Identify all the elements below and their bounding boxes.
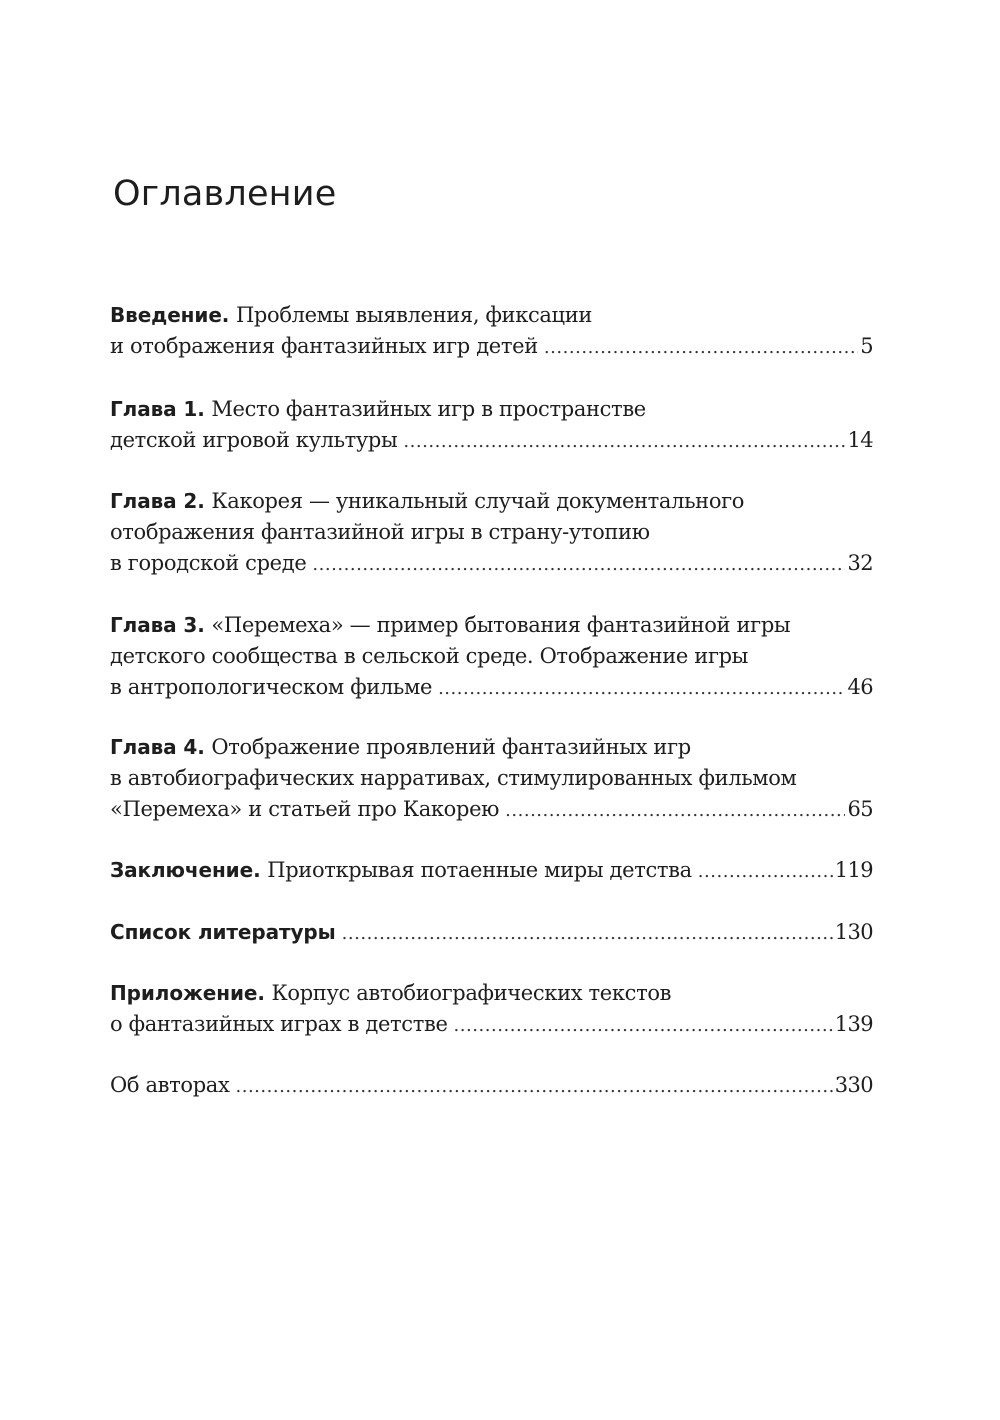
toc-line bbox=[110, 917, 873, 948]
page-title: Оглавление bbox=[113, 174, 337, 214]
toc-entry-text: детской игровой культуры bbox=[110, 428, 398, 452]
dot-leader bbox=[454, 1010, 833, 1041]
toc-entry-chapter-4[interactable] bbox=[110, 732, 873, 825]
toc-line bbox=[110, 394, 873, 425]
toc-entry-text: и отображения фантазийных игр детей bbox=[110, 334, 538, 358]
toc-entry-text: детского сообщества в сельской среде. Отображение игры bbox=[110, 644, 749, 668]
dot-leader bbox=[312, 549, 845, 580]
toc-line bbox=[110, 672, 873, 703]
toc-entry-text: Об авторах bbox=[110, 1073, 230, 1097]
toc-entry-text: Корпус автобиографических текстов bbox=[271, 981, 672, 1005]
toc-line bbox=[110, 763, 873, 794]
toc-entry-about-authors[interactable] bbox=[110, 1070, 873, 1101]
toc-entry-text: в автобиографических нарративах, стимулированных фильмом bbox=[110, 766, 797, 790]
toc-entry-chapter-2[interactable] bbox=[110, 486, 873, 579]
toc-line bbox=[110, 641, 873, 672]
toc-entry-lead: Глава 3. bbox=[110, 613, 205, 637]
dot-leader bbox=[403, 426, 845, 457]
toc-line bbox=[110, 610, 873, 641]
toc-line bbox=[110, 517, 873, 548]
toc-line bbox=[110, 300, 873, 331]
toc-entry-text: «Перемеха» и статьей про Какорею bbox=[110, 797, 500, 821]
toc-entry-appendix[interactable] bbox=[110, 978, 873, 1040]
toc-entry-text: «Перемеха» — пример бытования фантазийной игры bbox=[211, 613, 791, 637]
toc-page-number: 330 bbox=[834, 1073, 873, 1097]
toc-entry-text: Отображение проявлений фантазийных игр bbox=[211, 735, 691, 759]
toc-entry-text: о фантазийных играх в детстве bbox=[110, 1012, 448, 1036]
toc-page-number: 130 bbox=[834, 920, 873, 944]
dot-leader bbox=[698, 856, 833, 887]
dot-leader bbox=[235, 1071, 832, 1102]
toc-entry-text: Какорея — уникальный случай документального bbox=[211, 489, 745, 513]
toc-entry-text: Место фантазийных игр в пространстве bbox=[211, 397, 646, 421]
toc-entry-lead: Список литературы bbox=[110, 920, 336, 944]
toc-line bbox=[110, 732, 873, 763]
toc-entry-bibliography[interactable] bbox=[110, 917, 873, 948]
toc-line bbox=[110, 548, 873, 579]
toc-page-number: 119 bbox=[834, 858, 873, 882]
toc-entry-text: отображения фантазийной игры в страну-утопию bbox=[110, 520, 650, 544]
toc-entry-text: в антропологическом фильме bbox=[110, 675, 433, 699]
dot-leader bbox=[342, 918, 833, 949]
toc-line bbox=[110, 794, 873, 825]
toc-page-number: 32 bbox=[847, 551, 873, 575]
toc-entry-text: Проблемы выявления, фиксации bbox=[235, 303, 593, 327]
toc-line bbox=[110, 855, 873, 886]
toc-page-number: 46 bbox=[847, 675, 873, 699]
toc-line bbox=[110, 425, 873, 456]
toc-entry-lead: Глава 2. bbox=[110, 489, 205, 513]
toc-page-number: 65 bbox=[847, 797, 873, 821]
toc-entry-lead: Глава 1. bbox=[110, 397, 205, 421]
toc-entry-lead: Приложение. bbox=[110, 981, 265, 1005]
toc-line bbox=[110, 486, 873, 517]
dot-leader bbox=[544, 332, 858, 363]
toc-entry-conclusion[interactable] bbox=[110, 855, 873, 886]
toc-page-number: 139 bbox=[834, 1012, 873, 1036]
toc-entry-introduction[interactable] bbox=[110, 300, 873, 362]
toc-entry-chapter-3[interactable] bbox=[110, 610, 873, 703]
toc-entry-text: в городской среде bbox=[110, 551, 307, 575]
toc-line bbox=[110, 331, 873, 362]
toc-entry-chapter-1[interactable] bbox=[110, 394, 873, 456]
dot-leader bbox=[505, 795, 845, 826]
toc-line bbox=[110, 1070, 873, 1101]
toc-page-number: 14 bbox=[847, 428, 873, 452]
toc-entry-lead: Введение. bbox=[110, 303, 230, 327]
toc-line bbox=[110, 1009, 873, 1040]
toc-line bbox=[110, 978, 873, 1009]
toc-entry-lead: Заключение. bbox=[110, 858, 261, 882]
toc-entry-text: Приоткрывая потаенные миры детства bbox=[267, 858, 692, 882]
dot-leader bbox=[438, 673, 845, 704]
toc-page-number: 5 bbox=[860, 334, 873, 358]
toc-entry-lead: Глава 4. bbox=[110, 735, 205, 759]
